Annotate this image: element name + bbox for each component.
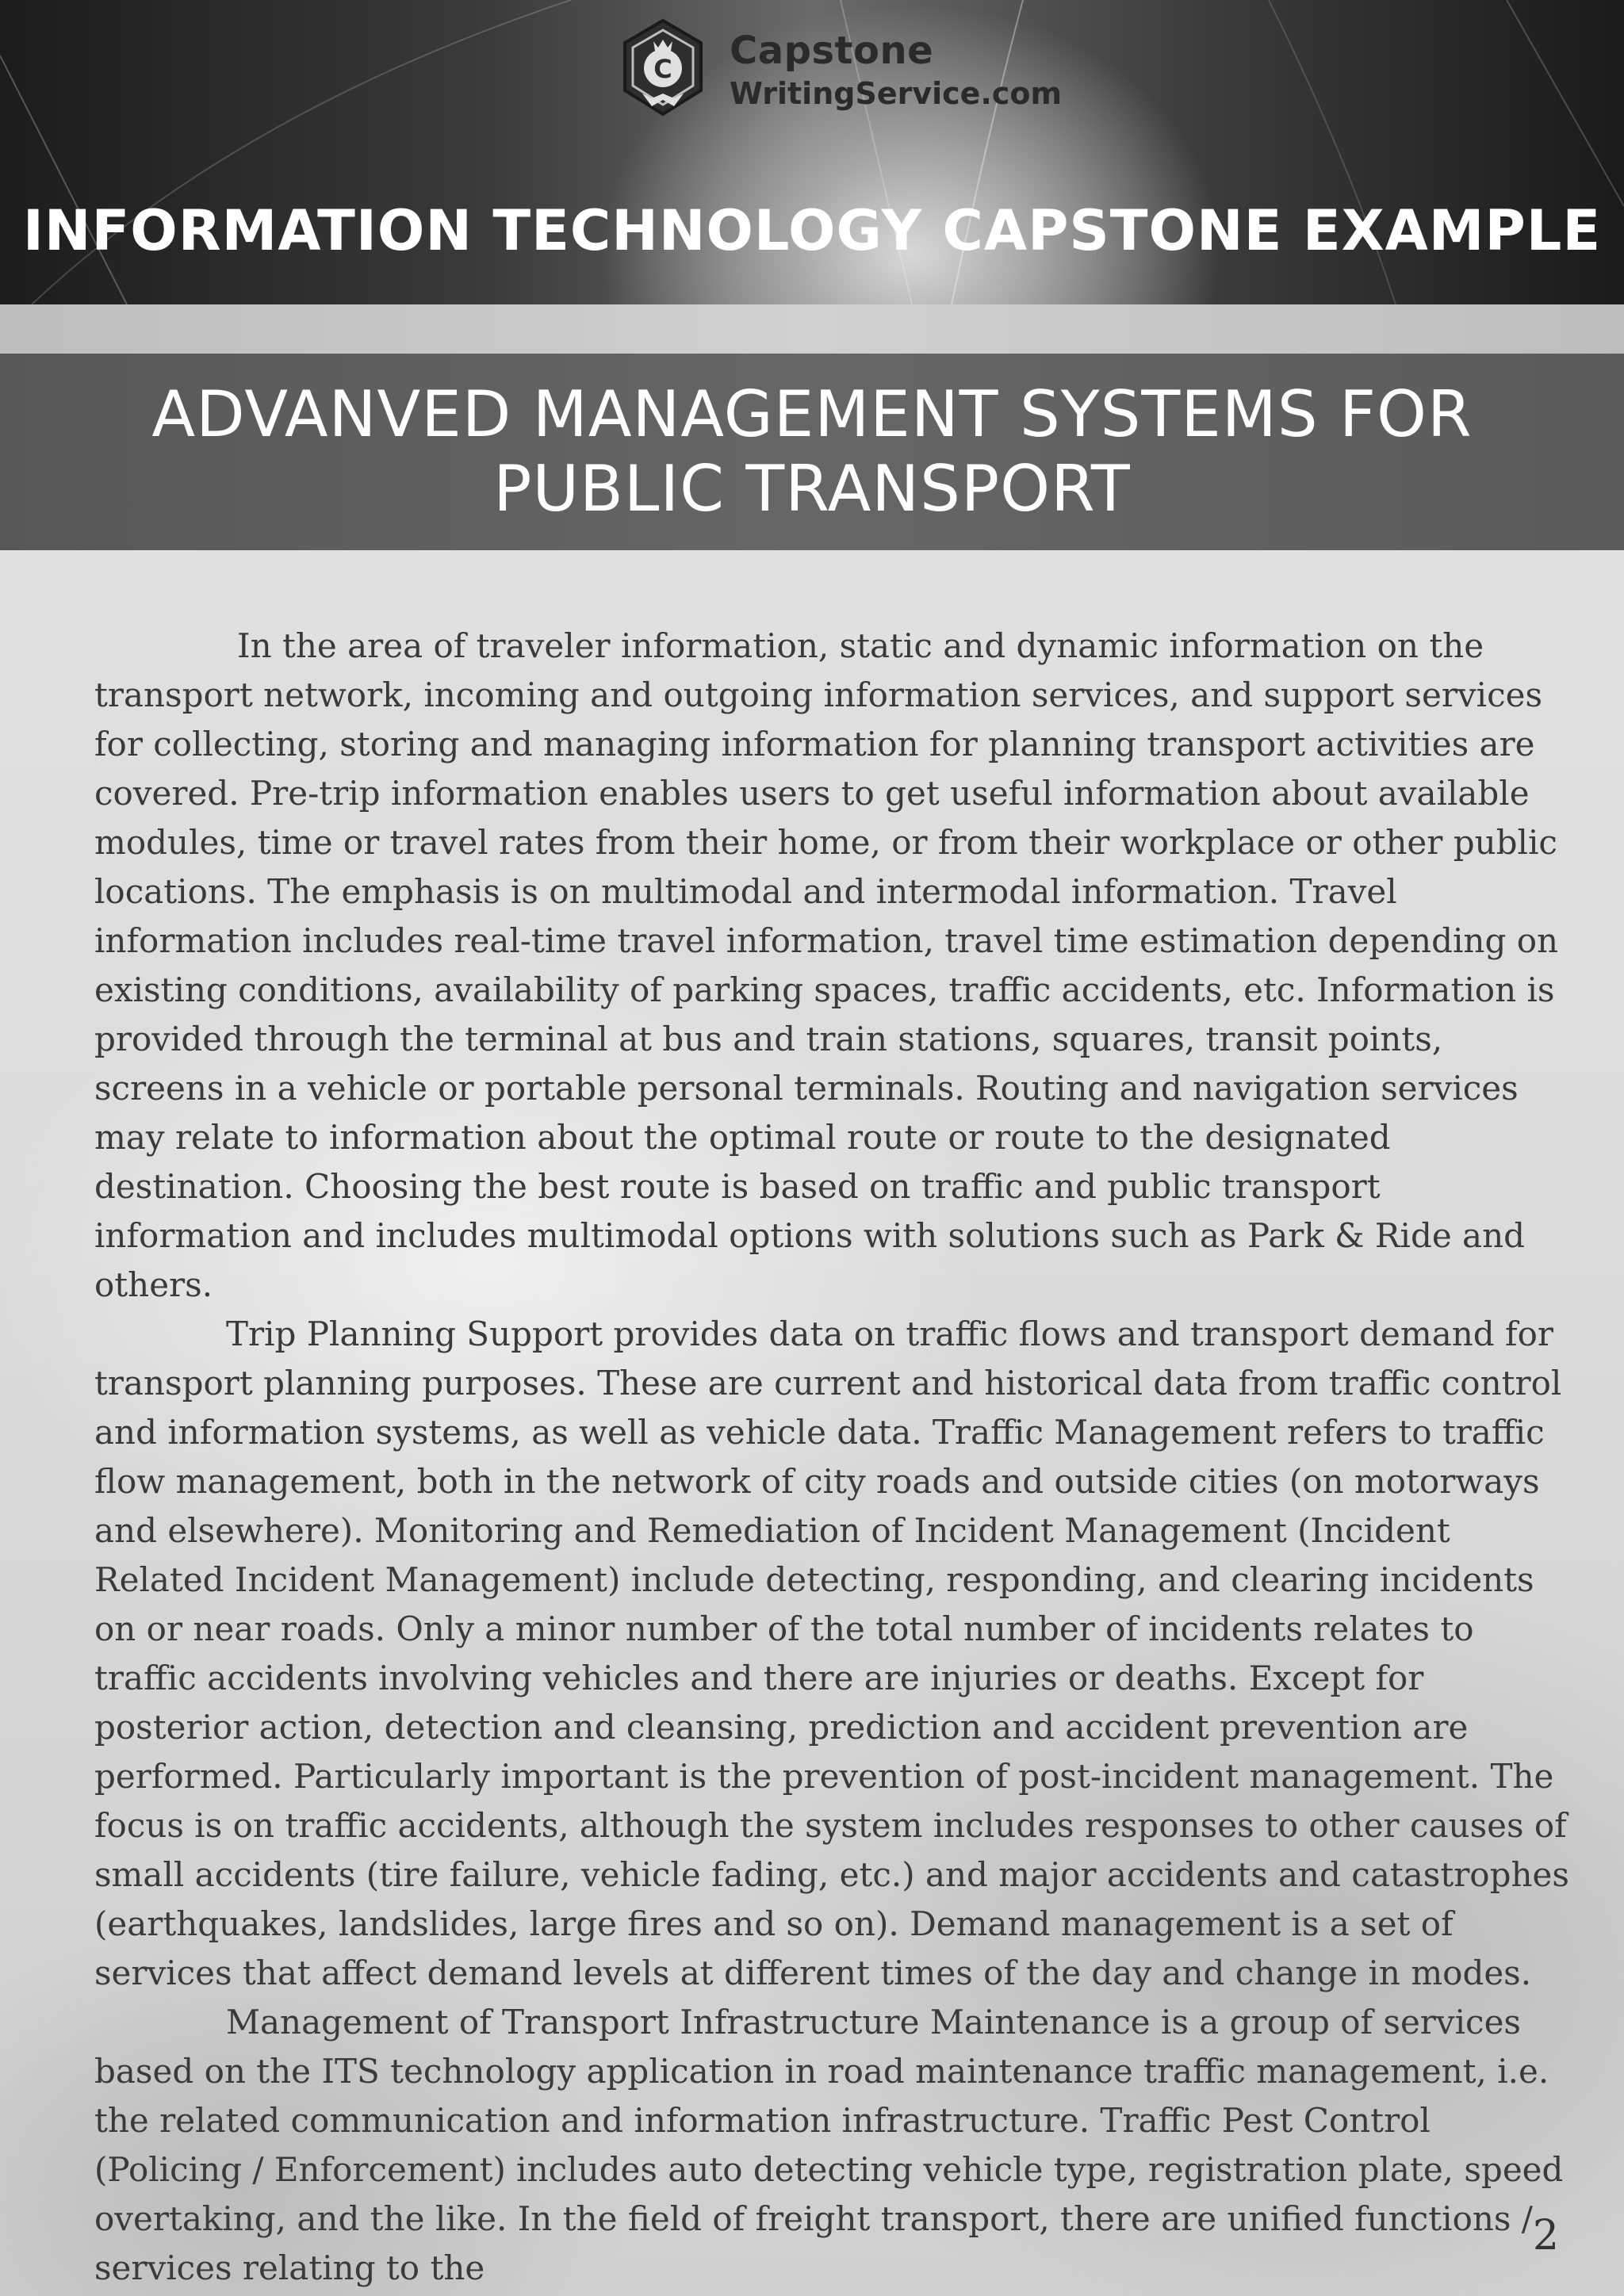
document-body — [94, 622, 1571, 2293]
page-number: 2 — [1532, 2212, 1559, 2260]
divider-strip — [0, 304, 1624, 354]
brand-logo[interactable] — [619, 17, 1063, 128]
crest-icon — [619, 17, 707, 121]
header-title: INFORMATION TECHNOLOGY CAPSTONE EXAMPLE — [22, 198, 1602, 263]
paragraph-1: In the area of traveler information, static and dynamic information on the transport network, incoming and outgoing information services, and support services for collecting, storing and managing information for planning transport activities are covered. Pre-trip information enables users to get useful information about available modules, time or travel rates from their home, or from their workplace or other public locations. The emphasis is on multimodal and intermodal information. Travel information includes real-time travel information, travel time estimation depending on existing conditions, availability of parking spaces, traffic accidents, etc. Information is provided through the terminal at bus and train stations, squares, transit points, screens in a vehicle or portable personal terminals. Routing and navigation services may relate to information about the optimal route or route to the designated destination. Choosing the best route is based on traffic and public transport information and includes multimodal options with solutions such as Park & Ride and others. — [94, 626, 1559, 1304]
document-title — [151, 377, 1472, 526]
document-title-line-1: ADVANVED MANAGEMENT SYSTEMS FOR — [151, 377, 1473, 451]
paragraph-2: Trip Planning Support provides data on traffic flows and transport demand for transport planning purposes. These are current and historical data from traffic control and information systems, as well as vehicle data. Traffic Management refers to traffic flow management, both in the network of city roads and outside cities (on motorways and elsewhere). Monitoring and Remediation of Incident Management (Incident Related Incident Management) include detecting, responding, and clearing incidents on or near roads. Only a minor number of the total number of incidents relates to traffic accidents involving vehicles and there are injuries or deaths. Except for posterior action, detection and cleansing, prediction and accident prevention are performed. Particularly important is the prevention of post-incident management. The focus is on traffic accidents, although the system includes responses to other causes of small accidents (tire failure, vehicle fading, etc.) and major accidents and catastrophes (earthquakes, landslides, large fires and so on). Demand management is a set of services that affect demand levels at different times of the day and change in modes. — [94, 1314, 1569, 1992]
document-title-line-2: PUBLIC TRANSPORT — [493, 452, 1131, 526]
title-band — [0, 354, 1624, 550]
header-banner — [0, 0, 1624, 304]
logo-letter: C — [653, 54, 672, 84]
brand-domain: WritingService.com — [730, 76, 1063, 111]
brand-name: Capstone — [730, 29, 934, 73]
paragraph-3: Management of Transport Infrastructure Maintenance is a group of services based on the ITS technology application in road maintenance traffic management, i.e. the related communication and information infrastructure. Traffic Pest Control (Policing / Enforcement) includes auto detecting vehicle type, registration plate, speed overtaking, and the like. In the field of freight transport, there are unified functions / services relating to the — [94, 2003, 1564, 2287]
